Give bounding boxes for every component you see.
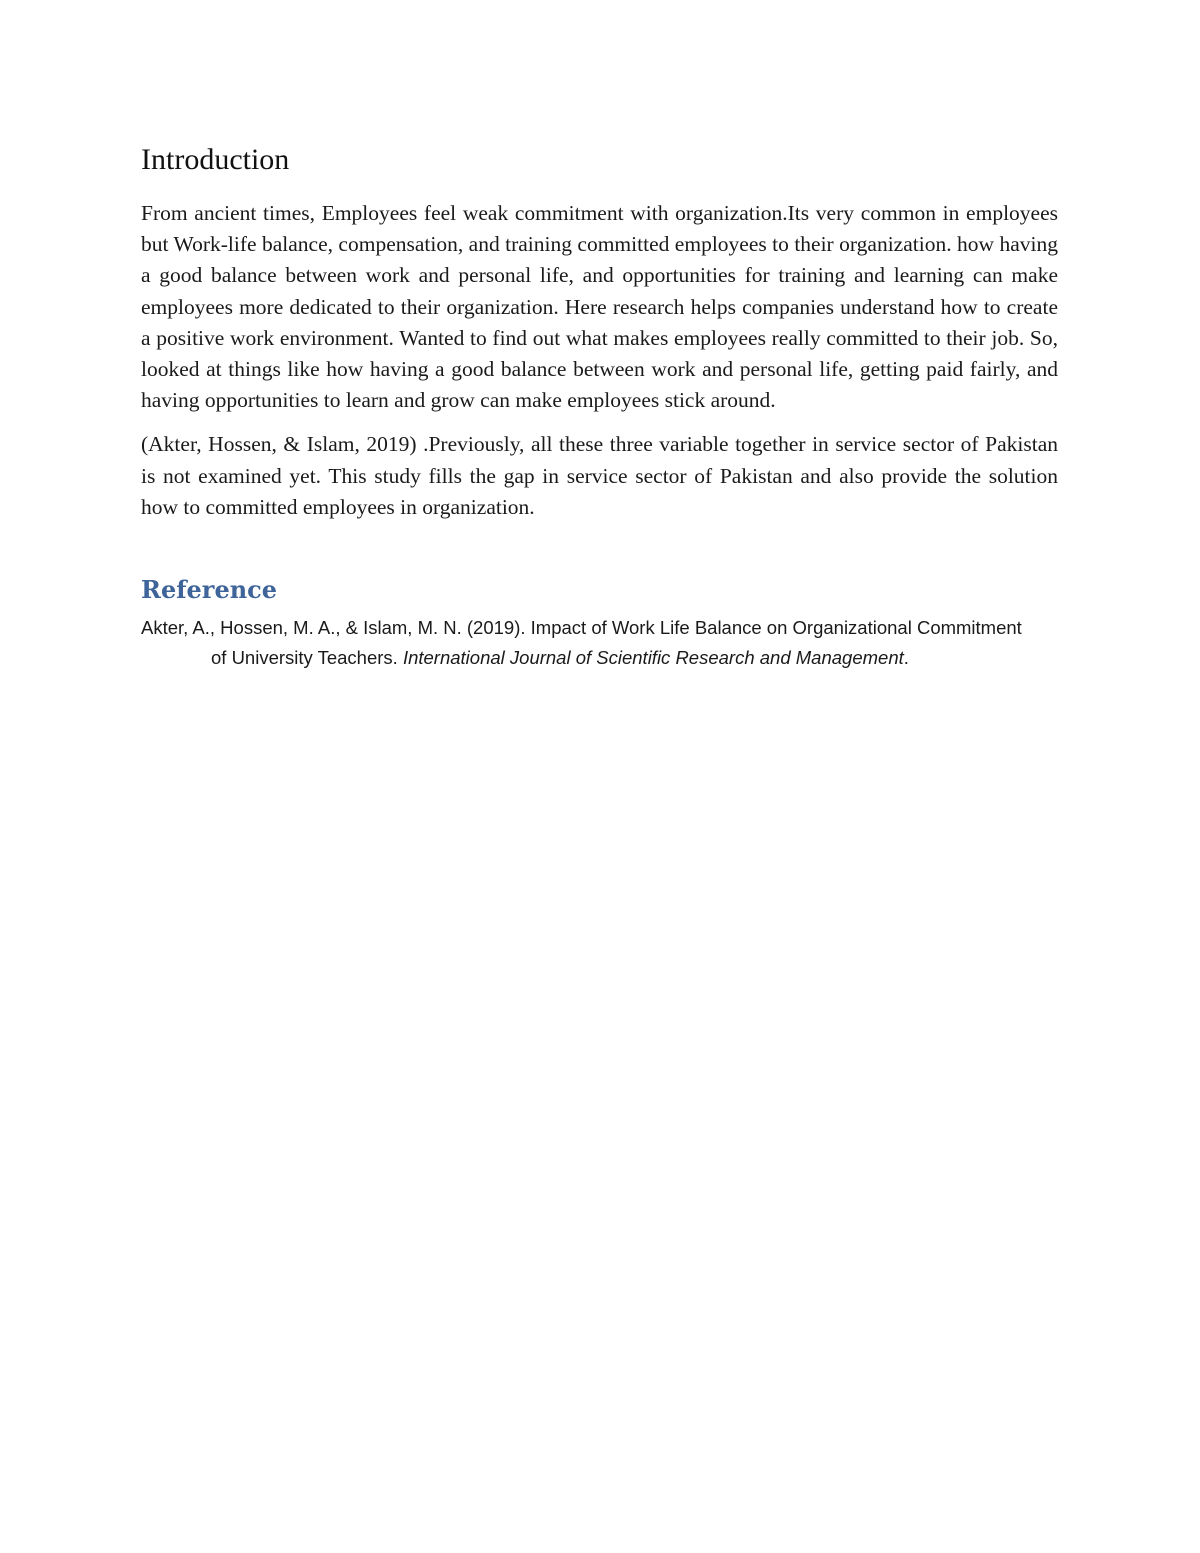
introduction-heading: Introduction	[141, 143, 290, 176]
introduction-paragraph-1: From ancient times, Employees feel weak commitment with organization.Its very common in employees but Work-life balance, compensation, and training committed employees to their organization. how having a good balance between work and personal life, and opportunities for training and learning can make employees more dedicated to their organization. Here research helps companies understand how to create a positive work environment. Wanted to find out what makes employees really committed to their job. So, looked at things like how having a good balance between work and personal life, getting paid fairly, and having opportunities to learn and grow can make employees stick around.	[141, 201, 1058, 413]
document-content	[141, 140, 1058, 672]
reference-journal: International Journal of Scientific Research and Management	[402, 646, 904, 668]
reference-authors-title: Akter, A., Hossen, M. A., & Islam, M. N. (2019). Impact of Work Life Balance on Organizational Commitment of University Teachers.	[141, 617, 1022, 668]
introduction-paragraph-2: (Akter, Hossen, & Islam, 2019) .Previously, all these three variable together in service sector of Pakistan is not examined yet. This study fills the gap in service sector of Pakistan and also provide the solution how to committed employees in organization.	[141, 432, 1058, 519]
reference-entry	[141, 613, 1041, 672]
reference-trailing: .	[903, 646, 909, 668]
reference-heading: Reference	[141, 575, 278, 605]
